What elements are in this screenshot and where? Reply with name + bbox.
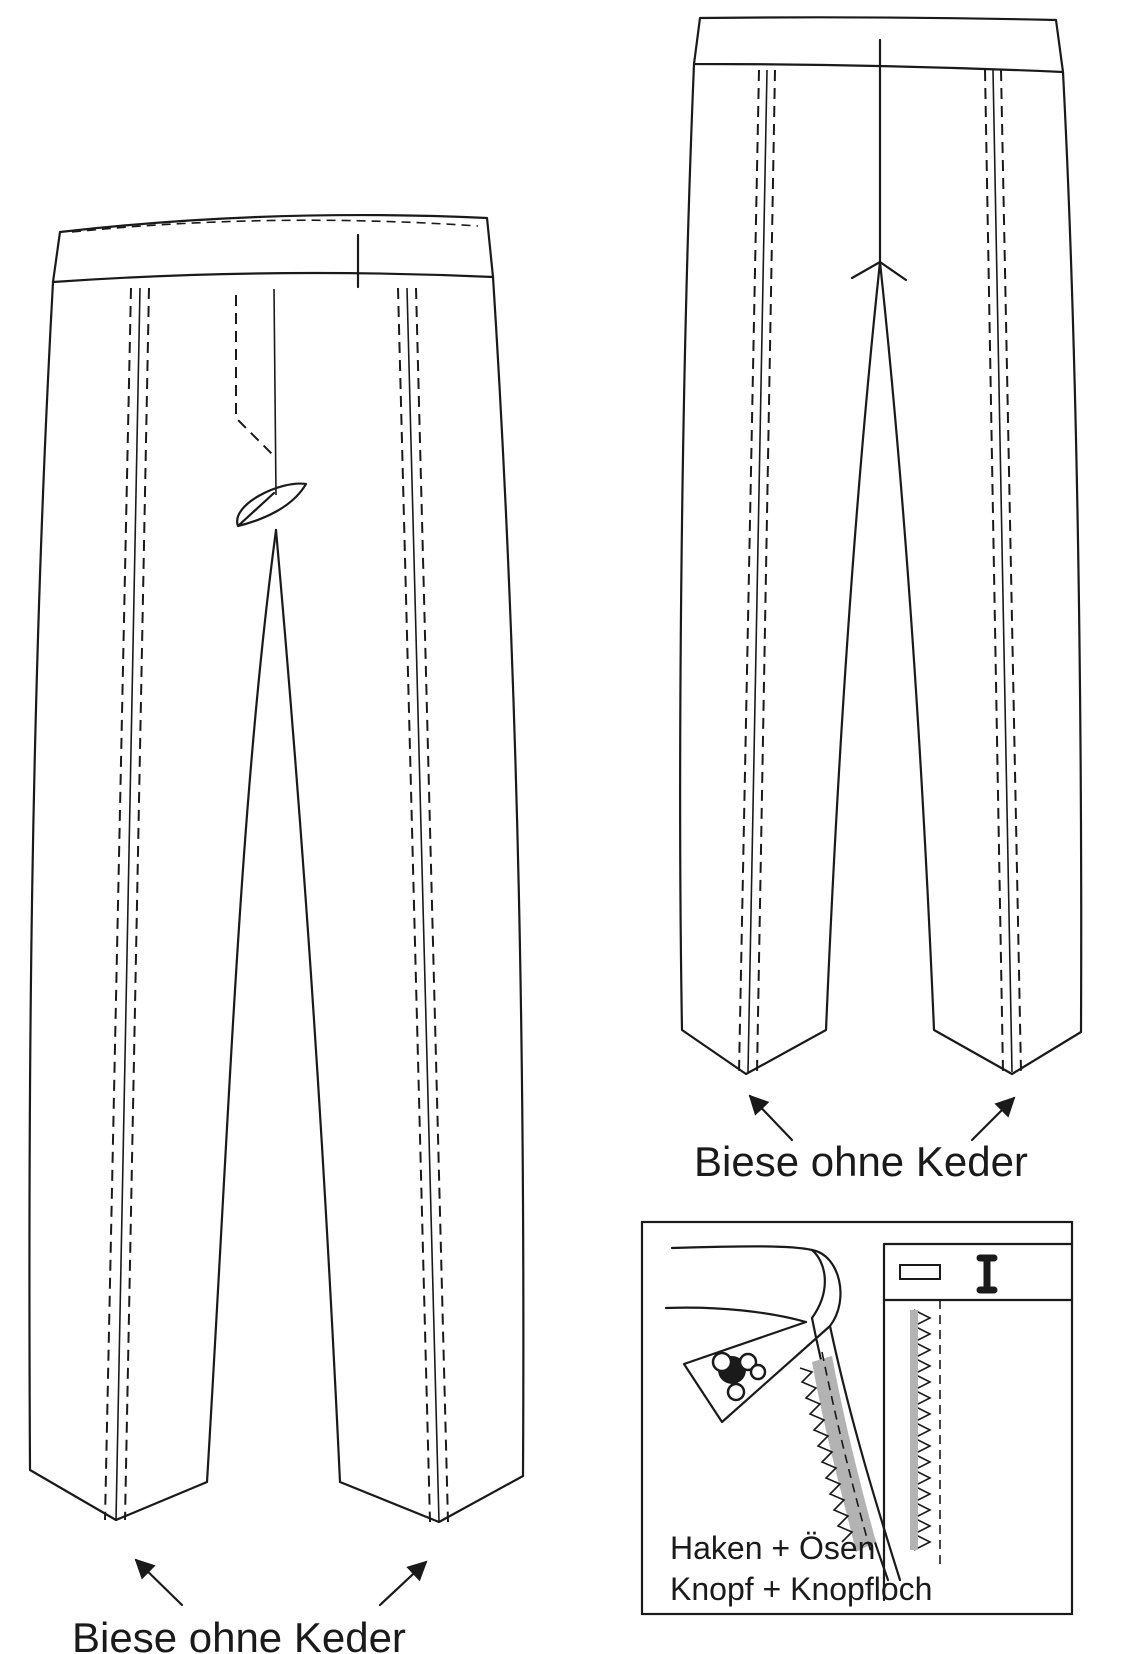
waistband-topstitch — [72, 220, 478, 232]
buttonhole-icon — [900, 1265, 940, 1279]
front-left-leg — [29, 282, 276, 1520]
back-view-label: Biese ohne Keder — [694, 1138, 1028, 1185]
back-left-arrow — [750, 1096, 792, 1140]
back-left-leg — [680, 64, 880, 1074]
front-waistband — [53, 215, 493, 282]
front-right-leg — [276, 277, 523, 1522]
fly-bartack — [237, 484, 306, 526]
fly-topstitch — [236, 295, 274, 456]
detail-label-hook: Haken + Ösen — [670, 1530, 876, 1566]
front-view-trousers — [29, 215, 523, 1654]
front-right-crease — [407, 288, 439, 1522]
detail-label-button: Knopf + Knopfloch — [670, 1571, 933, 1607]
back-left-crease — [748, 70, 767, 1072]
back-right-crease — [993, 70, 1012, 1072]
back-right-leg — [880, 72, 1081, 1074]
front-left-arrow — [136, 1560, 182, 1605]
front-right-arrow — [380, 1562, 426, 1605]
closure-detail-box — [642, 1222, 1072, 1614]
back-waistband — [694, 17, 1063, 72]
back-view-trousers — [680, 17, 1081, 1185]
back-right-arrow — [972, 1098, 1014, 1140]
fly-center-line — [274, 289, 276, 495]
front-view-label: Biese ohne Keder — [72, 1614, 406, 1654]
